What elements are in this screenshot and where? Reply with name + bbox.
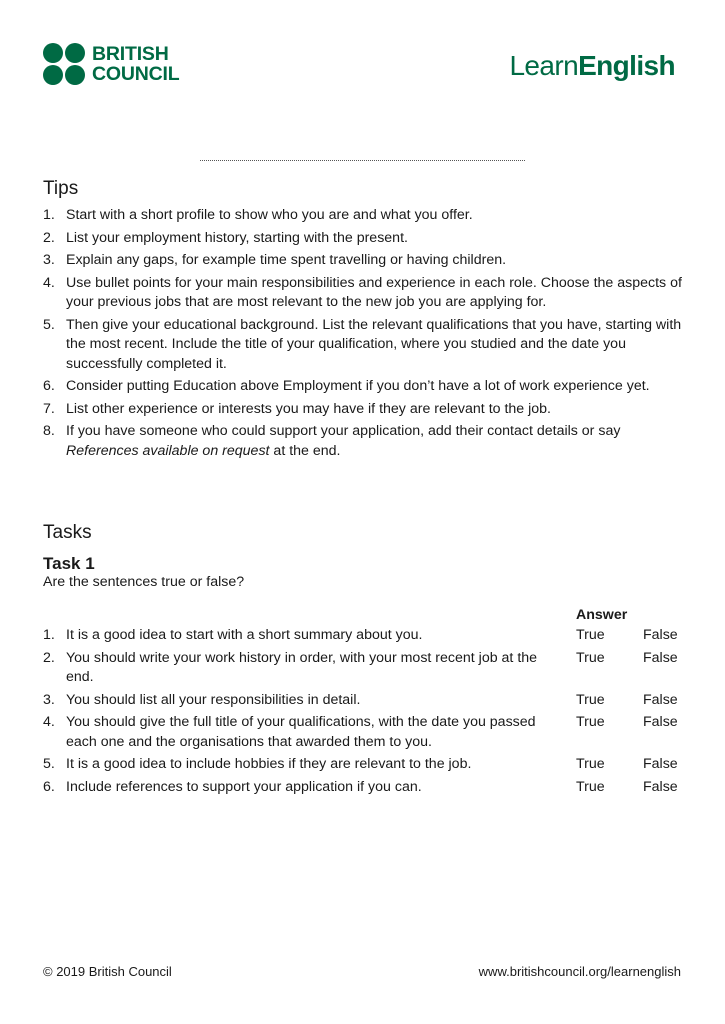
tip-number: 2. (43, 229, 55, 246)
question-row (43, 713, 683, 752)
footer-copyright: © 2019 British Council (43, 964, 172, 979)
question-number: 6. (43, 778, 55, 795)
british-council-logo (43, 43, 179, 85)
tip-number: 3. (43, 252, 55, 268)
logo-dot (65, 43, 85, 63)
logo-dot (43, 65, 63, 85)
tip-number: 8. (43, 423, 55, 439)
tip-number: 6. (43, 378, 55, 394)
tips-heading: Tips (43, 178, 79, 199)
question-text: It is a good idea to include hobbies if they are relevant to the job. (66, 756, 472, 772)
task1-instruction: Are the sentences true or false? (43, 574, 245, 590)
footer-url[interactable]: www.britishcouncil.org/learnenglish (478, 964, 681, 979)
british-council-dots-icon (43, 43, 85, 85)
british-council-wordmark (92, 44, 179, 84)
question-number: 2. (43, 649, 55, 666)
tip-text: Then give your educational background. List the relevant qualifications that you have, starting with the most recent. Include the title of your qualification, where you studied and the date you successfully completed it. (66, 316, 682, 372)
learnenglish-logo (509, 50, 675, 82)
question-number: 4. (43, 714, 55, 730)
answer-true-option[interactable]: True (576, 649, 605, 666)
tip-text: List your employment history, starting with the present. (66, 229, 408, 246)
wordmark-line-1: BRITISH (92, 43, 169, 65)
tip-text-italic: References available on request (66, 442, 270, 459)
tip-text-before: If you have someone who could support your application, add their contact details or say (66, 423, 621, 439)
logo-dot (43, 43, 63, 63)
answer-false-option[interactable]: False (643, 778, 678, 795)
tip-item (43, 229, 683, 249)
question-row (43, 755, 683, 775)
task1-questions (43, 626, 683, 800)
tip-item (43, 251, 683, 271)
question-row (43, 626, 683, 646)
answer-column-header: Answer (576, 607, 628, 623)
question-number: 5. (43, 756, 55, 772)
tip-text: Start with a short profile to show who you are and what you offer. (66, 207, 473, 223)
tip-item (43, 377, 683, 397)
answer-false-option[interactable]: False (643, 691, 678, 708)
question-row (43, 691, 683, 711)
tip-item (43, 316, 683, 375)
answer-true-option[interactable]: True (576, 714, 605, 730)
question-text: It is a good idea to start with a short summary about you. (66, 627, 423, 643)
tip-item (43, 400, 683, 420)
dotted-divider (200, 160, 525, 161)
tip-number: 4. (43, 274, 55, 291)
answer-true-option[interactable]: True (576, 627, 605, 643)
question-text: You should write your work history in order, with your most recent job at the end. (66, 649, 538, 685)
question-text: You should list all your responsibilities in detail. (66, 691, 361, 708)
tip-item (43, 422, 683, 461)
question-number: 3. (43, 691, 55, 708)
answer-true-option[interactable]: True (576, 691, 605, 708)
tip-text: Explain any gaps, for example time spent travelling or having children. (66, 252, 507, 268)
tip-text: Use bullet points for your main responsibilities and experience in each role. Choose the aspects of your previous jobs that are most relevant to the new job you are applying for. (66, 274, 682, 310)
tip-item (43, 206, 683, 226)
answer-true-option[interactable]: True (576, 778, 605, 795)
learnenglish-logo-learn: Learn (509, 50, 579, 81)
tip-number: 5. (43, 316, 55, 333)
answer-false-option[interactable]: False (643, 649, 678, 666)
answer-false-option[interactable]: False (643, 714, 678, 730)
question-row (43, 649, 683, 688)
tip-number: 1. (43, 207, 55, 223)
tip-text-after: at the end. (269, 442, 341, 459)
page-header (0, 0, 725, 110)
logo-dot (65, 65, 85, 85)
task1-title: Task 1 (43, 554, 95, 573)
question-text: Include references to support your application if you can. (66, 778, 422, 795)
tip-text: List other experience or interests you may have if they are relevant to the job. (66, 400, 552, 417)
tip-item (43, 274, 683, 313)
tip-number: 7. (43, 400, 55, 417)
tips-list (43, 206, 683, 464)
answer-false-option[interactable]: False (643, 627, 678, 643)
answer-false-option[interactable]: False (643, 756, 678, 772)
tip-text (66, 422, 683, 461)
question-row (43, 778, 683, 798)
tip-text: Consider putting Education above Employment if you don’t have a lot of work experience yet. (66, 378, 650, 394)
question-text: You should give the full title of your qualifications, with the date you passed each one and the organisations that awarded them to you. (66, 714, 536, 750)
tasks-heading: Tasks (43, 522, 92, 543)
learnenglish-logo-english: English (578, 50, 675, 81)
answer-true-option[interactable]: True (576, 756, 605, 772)
question-number: 1. (43, 627, 55, 643)
wordmark-line-2: COUNCIL (92, 63, 180, 85)
